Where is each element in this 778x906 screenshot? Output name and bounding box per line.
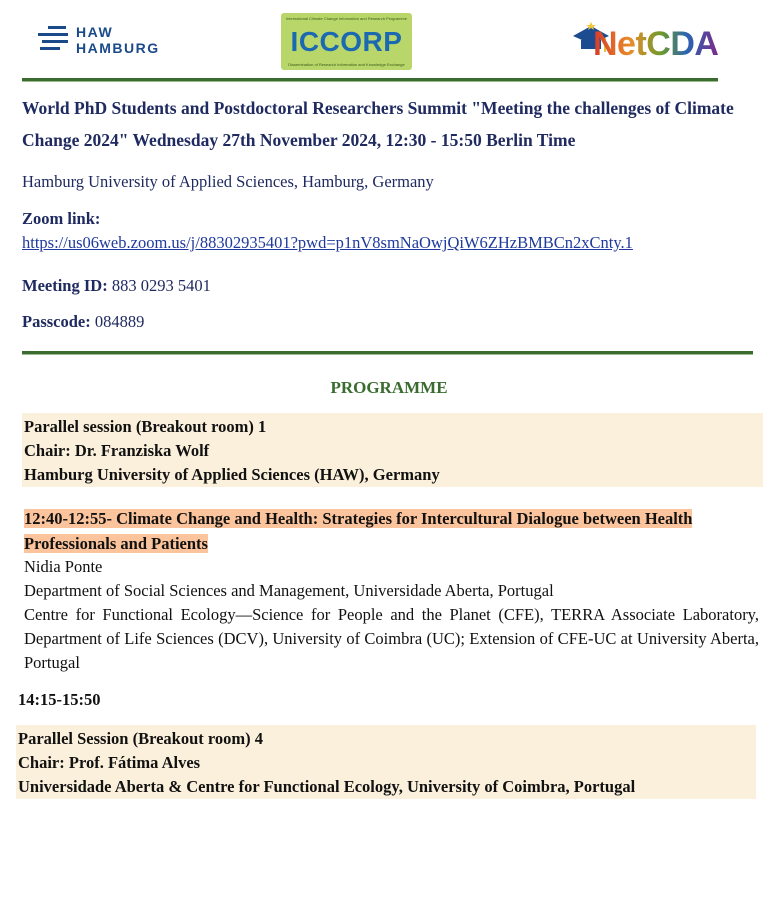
iccorp-logo xyxy=(281,13,412,70)
talk-1-title: 12:40-12:55- Climate Change and Health: Strategies for Intercultural Dialogue between Health Professionals and Patients xyxy=(24,509,693,553)
programme-heading: PROGRAMME xyxy=(330,378,448,397)
passcode-label: Passcode: xyxy=(22,312,91,331)
talk-1-affiliation-2: Centre for Functional Ecology—Science for People and the Planet (CFE), TERRA Associate Laboratory, Department of Life Sciences (DCV), University of Coimbra (UC); Extension of CFE-UC at University Aberta, Portugal xyxy=(24,605,759,672)
session-1-title: Parallel session (Breakout room) 1 xyxy=(24,417,267,436)
talk-1-affiliation-1: Department of Social Sciences and Management, Universidade Aberta, Portugal xyxy=(24,581,554,600)
event-title: World PhD Students and Postdoctoral Researchers Summit "Meeting the challenges of Climate Change 2024" Wednesday 27th November 2024, 12:30 - 15:50 Berlin Time xyxy=(22,98,734,150)
session-1-box xyxy=(22,413,763,487)
netcda-logo xyxy=(571,18,746,68)
bottom-divider xyxy=(22,351,753,355)
session-4-box xyxy=(16,725,756,799)
meeting-id-row xyxy=(22,276,211,296)
meeting-id-value: 883 0293 5401 xyxy=(111,276,211,295)
session-1-institution: Hamburg University of Applied Sciences (HAW), Germany xyxy=(24,465,440,484)
haw-bars-icon xyxy=(38,26,70,54)
session-4-institution: Universidade Aberta & Centre for Functional Ecology, University of Coimbra, Portugal xyxy=(18,777,636,796)
haw-hamburg-logo xyxy=(38,22,168,58)
haw-logo-line2: HAMBURG xyxy=(76,40,160,56)
iccorp-word: ICCORP xyxy=(290,26,403,57)
iccorp-bottom-text: Dissemination of Research Information and Knowledge Exchange xyxy=(288,62,405,67)
session-4-title: Parallel Session (Breakout room) 4 xyxy=(18,729,264,748)
session-4-chair: Chair: Prof. Fátima Alves xyxy=(18,753,201,772)
time-slot-2: 14:15-15:50 xyxy=(18,690,101,709)
netcda-word: NetCDA xyxy=(593,25,719,63)
zoom-link[interactable]: https://us06web.zoom.us/j/88302935401?pwd=p1nV8smNaOwjQiW6ZHzBMBCn2xCnty.1 xyxy=(22,233,633,252)
zoom-link-label: Zoom link: xyxy=(22,209,101,228)
iccorp-top-text: International Climate Change Information and Research Programme xyxy=(286,16,407,21)
session-1-chair: Chair: Dr. Franziska Wolf xyxy=(24,441,210,460)
passcode-value: 084889 xyxy=(94,312,145,331)
talk-1-speaker: Nidia Ponte xyxy=(24,557,103,576)
passcode-row xyxy=(22,312,144,332)
event-location: Hamburg University of Applied Sciences, Hamburg, Germany xyxy=(22,172,434,191)
meeting-id-label: Meeting ID: xyxy=(22,276,108,295)
haw-logo-line1: HAW xyxy=(76,24,114,40)
top-divider xyxy=(22,78,718,82)
